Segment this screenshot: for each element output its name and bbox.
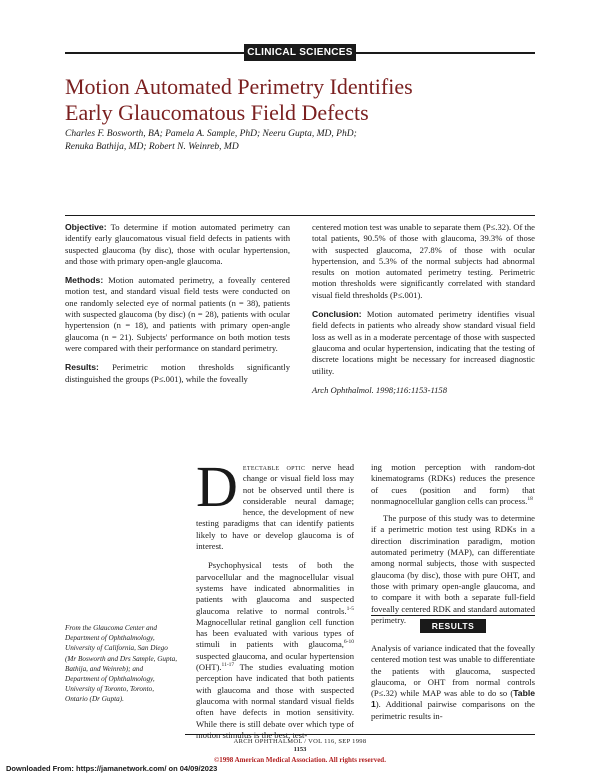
article-title (65, 74, 535, 126)
rdk-paragraph (371, 462, 535, 507)
page-number: 1153 (293, 746, 307, 753)
methods-label: Methods: (65, 275, 104, 286)
conclusion-text: Motion automated perimetry identifies visual field defects in patients who already show standard visual field loss as well as in a moderate percentage of those with suspected glaucoma and ocular hypertension, indicating that the testing of discrete locations might be necessary for increased diagnostic utility. (312, 309, 535, 376)
results-column (371, 643, 535, 722)
author-list (65, 128, 535, 154)
para2-part-a: Psychophysical tests of both the parvocellular and the magnocellular visual systems have indicated abnormalities in patients with glaucoma and suspected glaucoma relative to normal controls. (196, 560, 354, 616)
objective-label: Objective: (65, 222, 107, 232)
drop-cap: D (196, 454, 238, 519)
intro-smallcaps: etectable optic (242, 462, 306, 472)
footer-rule (185, 734, 535, 735)
table-1-link[interactable]: Table 1 (371, 688, 535, 710)
abstract-conclusion (312, 309, 535, 377)
section-label: CLINICAL SCIENCES (244, 44, 356, 61)
title-line-1: Motion Automated Perimetry Identifies (65, 74, 413, 99)
methods-text: Motion automated perimetry, a foveally centered motion test, and standard visual field tests were conducted on one randomly selected eye of normal patients (n = 38), patients with suspected glaucoma (by disc) (n = 28), patients with ocular hypertension (n = 18), and patients with primary open-angle glaucoma (n = 21). Subjects' performance on both motion tests were compared with their performance on standard perimetry. (65, 275, 290, 353)
authors-line-1: Charles F. Bosworth, BA; Pamela A. Sample, PhD; Neeru Gupta, MD, PhD; (65, 129, 357, 139)
results-heading (371, 615, 535, 632)
para2-part-c: suspected glaucoma, and ocular hypertension (OHT). (196, 650, 354, 673)
psychophysical-paragraph (196, 560, 354, 741)
abstract-results (65, 362, 290, 385)
abstract-methods (65, 275, 290, 354)
ref-sup-2: 6-10 (343, 639, 354, 646)
intro-text: nerve head change or visual field loss may not be observed until there is considerable neural damage; hence, the development of new testing paradigms that can identify patients likely to have or develop glaucoma is of interest. (196, 462, 354, 552)
intro-paragraph (196, 454, 354, 552)
abstract-column-right (312, 222, 535, 404)
article-citation: Arch Ophthalmol. 1998;116:1153-1158 (312, 384, 448, 395)
results-text-b: ). Additional pairwise comparisons on the perimetric results in- (371, 699, 535, 721)
purpose-paragraph: The purpose of this study was to determine if a perimetric motion test using RDKs in a direction discrimination paradigm, motion automated perimetry (MAP), can differentiate among normal subjects, those with suspected glaucoma (by disc), those with pure OHT, and those with primary open-angle glaucoma, and to compare it with both a separate full-field foveally centered RDK and standard automated perimetry. (371, 513, 535, 625)
ref-sup-3: 11-17 (221, 662, 235, 669)
abstract-results-continued: centered motion test was unable to separate them (P≤.32). Of the total patients, 90.5% of those with glaucoma, 39.3% of those with suspected glaucoma, 27.8% of those with ocular hypertension, and 5.3% of the normal subjects had abnormal results on motion automated perimetry testing. Perimetric motion thresholds were significantly correlated with standard visual field thresholds (P≤.001). (312, 222, 535, 300)
results-text: Perimetric motion thresholds significantly distinguished the groups (P≤.001), while the foveally (65, 362, 290, 384)
body-column-1 (196, 454, 354, 741)
footer-journal: ARCH OPHTHALMOL / VOL 116, SEP 1998 (233, 738, 367, 745)
rdk-text: ing motion perception with random-dot kinematograms (RDKs) reduces the presence of cues (position and form) that nonmagnocellular ganglion cells can process. (371, 462, 535, 506)
body-column-2 (371, 462, 535, 626)
results-text-a: Analysis of variance indicated that the foveally centered motion test was unable to differentiate the patients with glaucoma, suspected glaucoma, or OHT from normal controls (P≤.32) while MAP was able to do so ( (371, 643, 535, 699)
results-label: Results: (65, 362, 99, 373)
conclusion-label: Conclusion: (312, 309, 362, 320)
para2-part-b: Magnocellular retinal ganglion cell function has been evaluated with various types of stimuli in patients with glaucoma, (196, 616, 354, 650)
download-notice: Downloaded From: https://jamanetwork.com/ on 04/09/2023 (6, 764, 218, 773)
authors-line-2: Renuka Bathija, MD; Robert N. Weinreb, MD (65, 142, 239, 152)
objective-text: To determine if motion automated perimetry can identify early glaucomatous visual field defects in patients with suspected glaucoma (by disc), those with ocular hypertension, and those with primary open-angle glaucoma. (65, 222, 291, 266)
abstract-rule (65, 215, 535, 216)
ref-sup-4: 18 (527, 496, 533, 503)
para2-part-d: The studies evaluating motion perception have indicated that both patients with glaucoma and those with suspected glaucoma with normal standard visual fields often have defects in motion sensitivity. While there is still debate over which type of (196, 662, 354, 729)
title-line-2: Early Glaucomatous Field Defects (65, 100, 369, 125)
author-affiliation: From the Glaucoma Center and Department of Ophthalmology, University of California, San Diego (Mr Bosworth and Drs Sample, Gupta, Bathija, and Weinreb); and Department of Ophthalmology, University of Toronto, Toronto, Ontario (Dr Gupta). (65, 624, 178, 704)
abstract-column-left (65, 222, 290, 393)
ref-sup-1: 1-5 (346, 605, 354, 612)
results-paragraph (371, 643, 535, 722)
copyright-notice: ©1998 American Medical Association. All rights reserved. (214, 756, 386, 764)
results-heading-label: RESULTS (420, 619, 486, 633)
abstract-objective (65, 222, 290, 267)
